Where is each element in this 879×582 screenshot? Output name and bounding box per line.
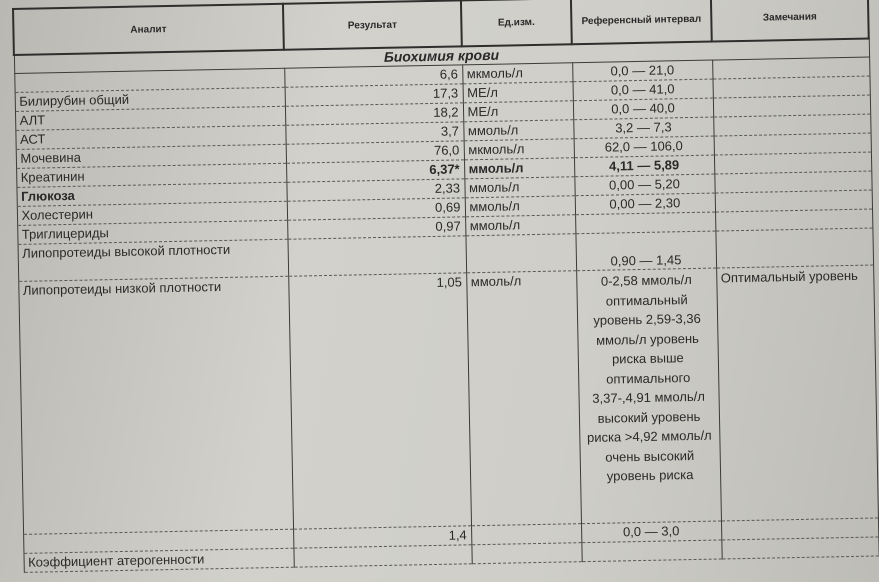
table-row-ldl	[18, 265, 878, 534]
analyte-note	[715, 228, 873, 268]
analyte-result: 1,4	[293, 526, 471, 548]
analyte-unit: МЕ/л	[463, 82, 573, 103]
analyte-result	[287, 236, 466, 276]
analyte-result: 0,97	[287, 217, 465, 239]
empty-cell	[581, 540, 721, 562]
header-notes: Замечания	[711, 0, 869, 42]
analyte-name: АСТ	[15, 125, 285, 149]
analyte-name: АЛТ	[15, 106, 285, 130]
analyte-name: Коэффициент атерогенности	[23, 548, 293, 572]
analyte-unit: ммоль/л	[464, 177, 574, 198]
analyte-result: 1,05	[288, 273, 471, 529]
analyte-unit	[471, 524, 581, 545]
analyte-reference: 0,0 — 41,0	[573, 79, 713, 101]
analyte-reference: 0,00 — 2,30	[575, 193, 715, 215]
analyte-result: 2,33	[286, 179, 464, 201]
analyte-unit: ммоль/л	[465, 196, 575, 217]
analyte-result: 3,7	[285, 122, 463, 144]
analyte-name: Билирубин общий	[15, 87, 285, 111]
analyte-result: 0,69	[287, 198, 465, 220]
empty-cell	[293, 545, 471, 567]
header-analyte: Аналит	[13, 4, 284, 55]
analyte-reference: 0,0 — 21,0	[572, 60, 712, 82]
analyte-result: 76,0	[286, 141, 464, 163]
analyte-reference: 3,2 — 7,3	[573, 117, 713, 139]
analyte-reference: 0,90 — 1,45	[575, 231, 716, 271]
header-unit: Ед.изм.	[461, 0, 572, 46]
analyte-result: 18,2	[285, 103, 463, 125]
analyte-name: Липопротеиды высокой плотности	[18, 239, 289, 281]
analyte-unit: мкмоль/л	[462, 63, 572, 84]
lab-results-table	[12, 0, 879, 573]
analyte-unit: ммоль/л	[463, 120, 573, 141]
analyte-result-flagged: 6,37*	[286, 160, 464, 182]
analyte-unit: ммоль/л	[464, 158, 574, 179]
analyte-name: Холестерин	[17, 201, 287, 225]
analyte-name: Мочевина	[16, 144, 286, 168]
analyte-reference: 0-2,58 ммоль/л оптимальный уровень 2,59-3,36 ммоль/л уровень риска выше оптимального 3,37-,4,91 ммоль/л высокий уровень риска >4,92 ммоль/л очень высокий уровень риска	[576, 268, 721, 524]
section-title: Биохимия крови	[14, 39, 869, 74]
analyte-unit: МЕ/л	[463, 101, 573, 122]
analyte-name: Триглицериды	[17, 220, 287, 244]
analyte-reference: 0,0 — 3,0	[581, 521, 721, 543]
analyte-unit: ммоль/л	[466, 271, 581, 526]
analyte-unit	[465, 234, 576, 273]
analyte-reference: 4,11 — 5,89	[574, 155, 714, 177]
analyte-reference: 0,0 — 40,0	[573, 98, 713, 120]
empty-cell	[721, 537, 878, 559]
analyte-result: 6,6	[284, 65, 462, 87]
header-reference: Референсный интервал	[571, 0, 712, 44]
analyte-name: Глюкоза	[16, 182, 286, 206]
analyte-reference: 62,0 — 106,0	[574, 136, 714, 158]
analyte-result: 17,3	[285, 84, 463, 106]
header-result: Результат	[283, 0, 462, 49]
analyte-name: Креатинин	[16, 163, 286, 187]
analyte-unit: ммоль/л	[465, 215, 575, 236]
analyte-name: Липопротеиды низкой плотности	[18, 276, 293, 534]
analyte-reference: 0,00 — 5,20	[574, 174, 714, 196]
analyte-unit: мкмоль/л	[464, 139, 574, 160]
lab-results-sheet	[12, 0, 878, 573]
analyte-note: Оптимальный уровень	[716, 265, 878, 521]
empty-cell	[471, 543, 581, 564]
